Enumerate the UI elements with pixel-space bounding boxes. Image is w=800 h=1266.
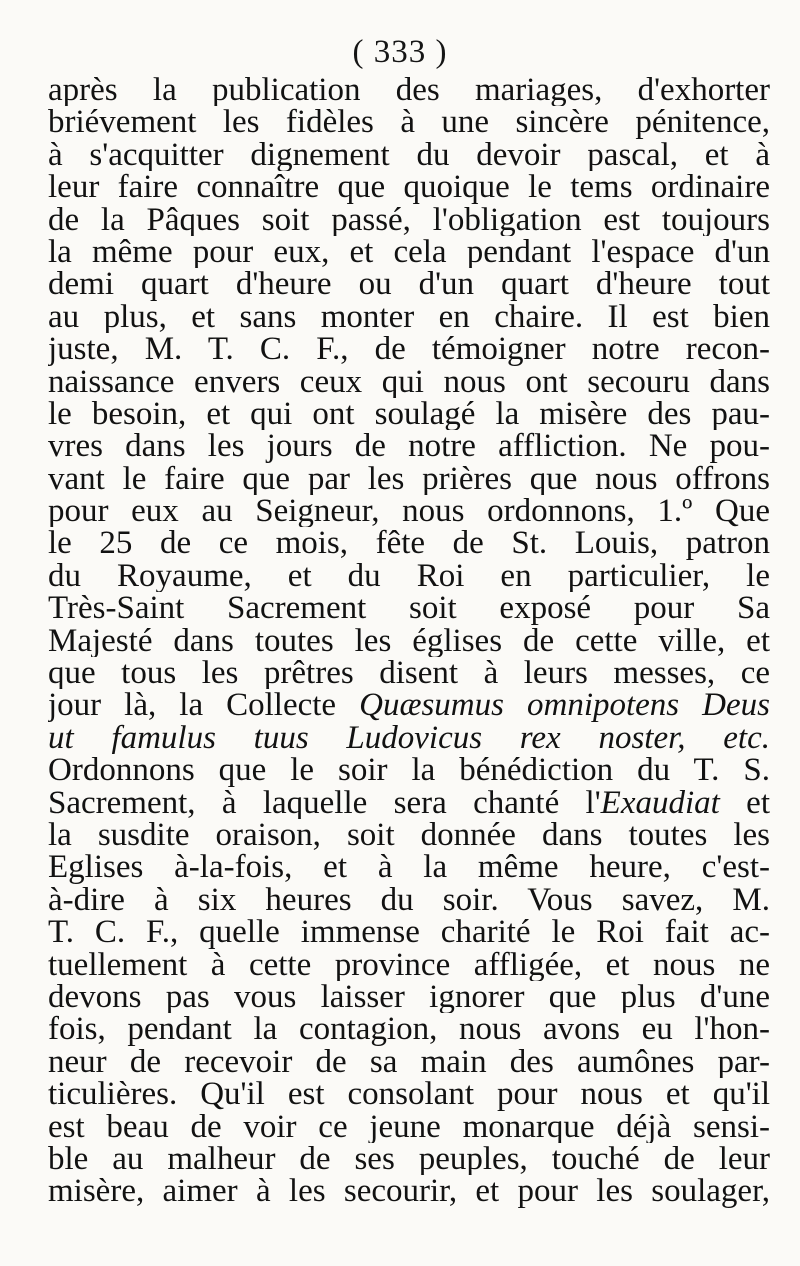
text-line-collecte (48, 689, 770, 721)
text-line: au plus, et sans monter en chaire. Il est bien (48, 300, 770, 334)
text-line: fois, pendant la contagion, nous avons eu l'hon- (48, 1013, 770, 1046)
text-line: misère, aimer à les secourir, et pour les soulager, (48, 1175, 770, 1208)
text-line: à s'acquitter dignement du devoir pascal, et à (48, 138, 770, 172)
text-line: vres dans les jours de notre affliction. Ne pou- (48, 430, 770, 463)
text-run: jour là, la Collecte (48, 689, 360, 722)
text-line: T. C. F., quelle immense charité le Roi fait ac- (48, 916, 770, 949)
text-line: Très-Saint Sacrement soit exposé pour Sa (48, 592, 770, 625)
exaudiat-text: Exaudiat (600, 786, 720, 819)
page-number: ( 333 ) (352, 34, 448, 70)
text-line: à-dire à six heures du soir. Vous savez, M. (48, 883, 770, 917)
text-line: demi quart d'heure ou d'un quart d'heure tout (48, 268, 770, 301)
text-line: que tous les prêtres disent à leurs messes, ce (48, 657, 770, 690)
text-line: tuellement à cette province affligée, et nous ne (48, 948, 770, 981)
text-line-exaudiat (48, 787, 770, 819)
text-line: leur faire connaître que quoique le tems ordinaire (48, 171, 770, 204)
latin-prayer-line: ut famulus tuus Ludovicus rex noster, etc. (48, 721, 770, 755)
text-line: ble au malheur de ses peuples, touché de leur (48, 1142, 770, 1176)
text-line: Ordonnons que le soir la bénédiction du T. S. (48, 754, 770, 787)
text-line: le 25 de ce mois, fête de St. Louis, patron (48, 527, 770, 560)
latin-prayer-text: Quæsumus omnipotens Deus (359, 689, 770, 722)
text-line: juste, M. T. C. F., de témoigner notre recon- (48, 333, 770, 366)
body-text (48, 74, 770, 1208)
text-line: la même pour eux, et cela pendant l'espace d'un (48, 235, 770, 269)
text-run: Sacrement, à laquelle sera chanté l' (48, 786, 601, 819)
text-line: la susdite oraison, soit donnée dans toutes les (48, 818, 770, 852)
text-line: neur de recevoir de sa main des aumônes par- (48, 1045, 770, 1079)
text-run: et (719, 786, 770, 819)
text-line: est beau de voir ce jeune monarque déjà sensi- (48, 1110, 770, 1143)
text-line: vant le faire que par les prières que nous offrons (48, 462, 770, 496)
text-line: Eglises à-la-fois, et à la même heure, c'est- (48, 851, 770, 884)
text-line: de la Pâques soit passé, l'obligation est toujours (48, 203, 770, 236)
text-line: briévement les fidèles à une sincère pénitence, (48, 106, 770, 139)
text-line: après la publication des mariages, d'exhorter (48, 74, 770, 107)
text-line: du Royaume, et du Roi en particulier, le (48, 559, 770, 593)
text-line: Majesté dans toutes les églises de cette ville, et (48, 624, 770, 658)
text-line: pour eux au Seigneur, nous ordonnons, 1.º Que (48, 495, 770, 528)
text-line: naissance envers ceux qui nous ont secouru dans (48, 365, 770, 398)
text-line: ticulières. Qu'il est consolant pour nous et qu'il (48, 1078, 770, 1111)
text-line: le besoin, et qui ont soulagé la misère des pau- (48, 397, 770, 431)
text-line: devons pas vous laisser ignorer que plus d'une (48, 980, 770, 1014)
